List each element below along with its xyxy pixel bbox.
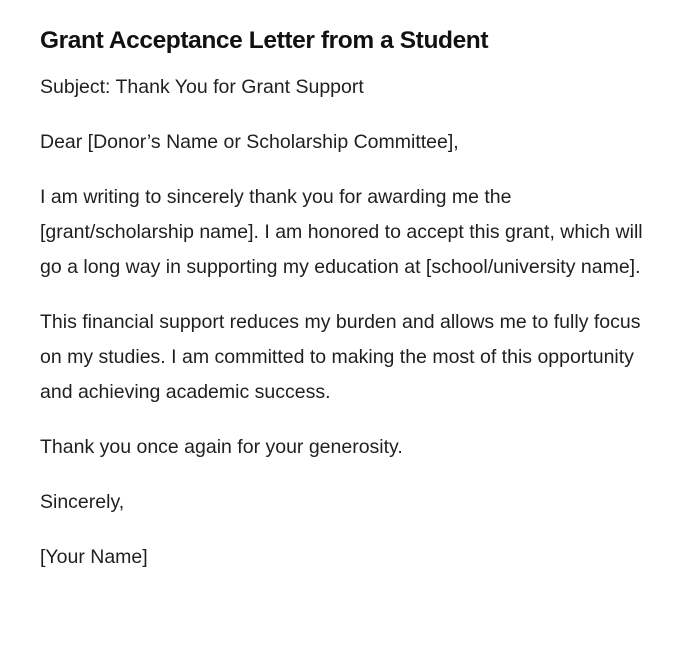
letter-signature: [Your Name] bbox=[40, 546, 148, 568]
letter-title: Grant Acceptance Letter from a Student bbox=[40, 27, 489, 54]
letter-closing: Sincerely, bbox=[40, 491, 125, 513]
letter-paragraph-2: This financial support reduces my burden and allows me to fully focus on my studies. I am committed to making the most of this opportunity and achieving academic success. bbox=[40, 311, 641, 403]
letter-paragraph-1: I am writing to sincerely thank you for awarding me the [grant/scholarship name]. I am honored to accept this grant, which will go a long way in supporting my education at [school/university name]. bbox=[40, 186, 643, 278]
letter-subject: Subject: Thank You for Grant Support bbox=[40, 76, 364, 98]
letter-paragraph-3: Thank you once again for your generosity. bbox=[40, 436, 403, 458]
letter-salutation: Dear [Donor’s Name or Scholarship Committee], bbox=[40, 131, 459, 153]
